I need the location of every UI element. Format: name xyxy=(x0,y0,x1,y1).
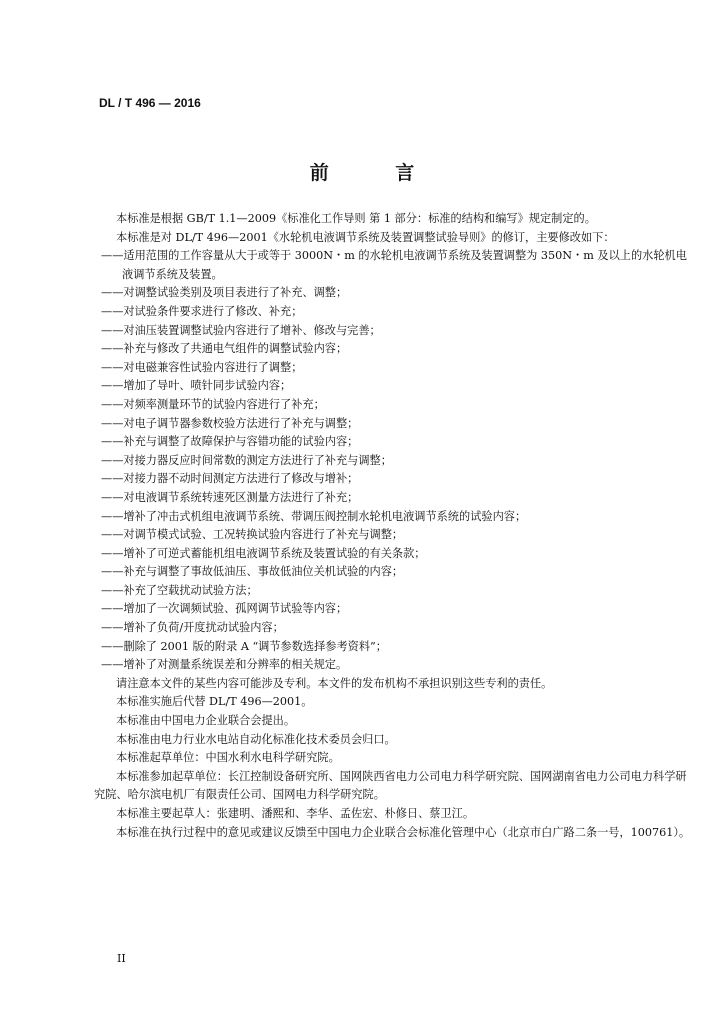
change-item: ——对试验条件要求进行了修改、补充； xyxy=(101,304,303,318)
change-item: ——对油压装置调整试验内容进行了增补、修改与完善； xyxy=(101,323,381,337)
change-item: ——增补了冲击式机组电液调节系统、带调压阀控制水轮机电液调节系统的试验内容； xyxy=(101,509,527,523)
committee-notice: 本标准由电力行业水电站自动化标准化技术委员会归口。 xyxy=(116,732,396,746)
intro-paragraph: 本标准是对 DL/T 496—2001《水轮机电液调节系统及装置调整试验导则》的修订，主要修改如下： xyxy=(116,230,615,244)
foreword-body xyxy=(94,210,692,842)
change-item: ——增补了可逆式蓄能机组电液调节系统及装置试验的有关条款； xyxy=(101,546,426,560)
replacement-notice: 本标准实施后代替 DL/T 496—2001。 xyxy=(116,695,313,709)
change-item: ——补充与调整了事故低油压、事故低油位关机试验的内容； xyxy=(101,565,404,579)
change-item: ——对调整试验类别及项目表进行了补充、调整； xyxy=(101,286,348,300)
change-item: ——补充了空载扰动试验方法； xyxy=(101,583,258,597)
change-item: ——适用范围的工作容量从大于或等于 3000N・m 的水轮机电液调节系统及装置调整为 350N・m 及以上的水轮机电液调节系统及装置。 xyxy=(101,249,687,281)
change-item: ——对接力器不动时间测定方法进行了修改与增补； xyxy=(101,472,359,486)
intro-paragraph: 本标准是根据 GB/T 1.1—2009《标准化工作导则 第 1 部分：标准的结构和编写》规定制定的。 xyxy=(116,212,596,225)
change-item: ——补充与调整了故障保护与容错功能的试验内容； xyxy=(101,435,359,449)
change-item: ——对调节模式试验、工况转换试验内容进行了补充与调整； xyxy=(101,528,404,542)
drafting-unit: 本标准起草单位：中国水利水电科学研究院。 xyxy=(116,751,340,765)
change-item: ——增补了对测量系统误差和分辨率的相关规定。 xyxy=(101,658,348,672)
change-item: ——对电磁兼容性试验内容进行了调整； xyxy=(101,360,303,374)
change-item: ——增加了导叶、喷针同步试验内容； xyxy=(101,379,292,393)
feedback-notice: 本标准在执行过程中的意见或建议反馈至中国电力企业联合会标准化管理中心（北京市白广路二条一号，100761）。 xyxy=(116,825,691,839)
change-item: ——增补了负荷/开度扰动试验内容； xyxy=(101,621,284,635)
change-item: ——对频率测量环节的试验内容进行了补充； xyxy=(101,397,325,411)
change-item: ——对电子调节器参数校验方法进行了补充与调整； xyxy=(101,416,359,430)
change-item: ——对电液调节系统转速死区测量方法进行了补充； xyxy=(101,490,359,504)
document-code-header: DL / T 496 — 2016 xyxy=(99,96,201,110)
main-drafters: 本标准主要起草人：张建明、潘熙和、李华、孟佐宏、朴修日、蔡卫江。 xyxy=(116,807,475,820)
page-number: II xyxy=(117,952,126,965)
change-item: ——对接力器反应时间常数的测定方法进行了补充与调整； xyxy=(101,453,392,467)
change-item: ——补充与修改了共通电气组件的调整试验内容； xyxy=(101,342,348,356)
change-item: ——删除了 2001 版的附录 A “调节参数选择参考资料”； xyxy=(101,639,387,653)
change-item: ——增加了一次调频试验、孤网调节试验等内容； xyxy=(101,602,348,616)
section-title: 前 言 xyxy=(309,162,445,184)
patent-notice: 请注意本文件的某些内容可能涉及专利。本文件的发布机构不承担识别这些专利的责任。 xyxy=(116,676,553,690)
proposer-notice: 本标准由中国电力企业联合会提出。 xyxy=(116,714,296,728)
participating-units: 本标准参加起草单位：长江控制设备研究所、国网陕西省电力公司电力科学研究院、国网湖南省电力公司电力科学研究院、哈尔滨电机厂有限责任公司、国网电力科学研究院。 xyxy=(94,769,687,802)
